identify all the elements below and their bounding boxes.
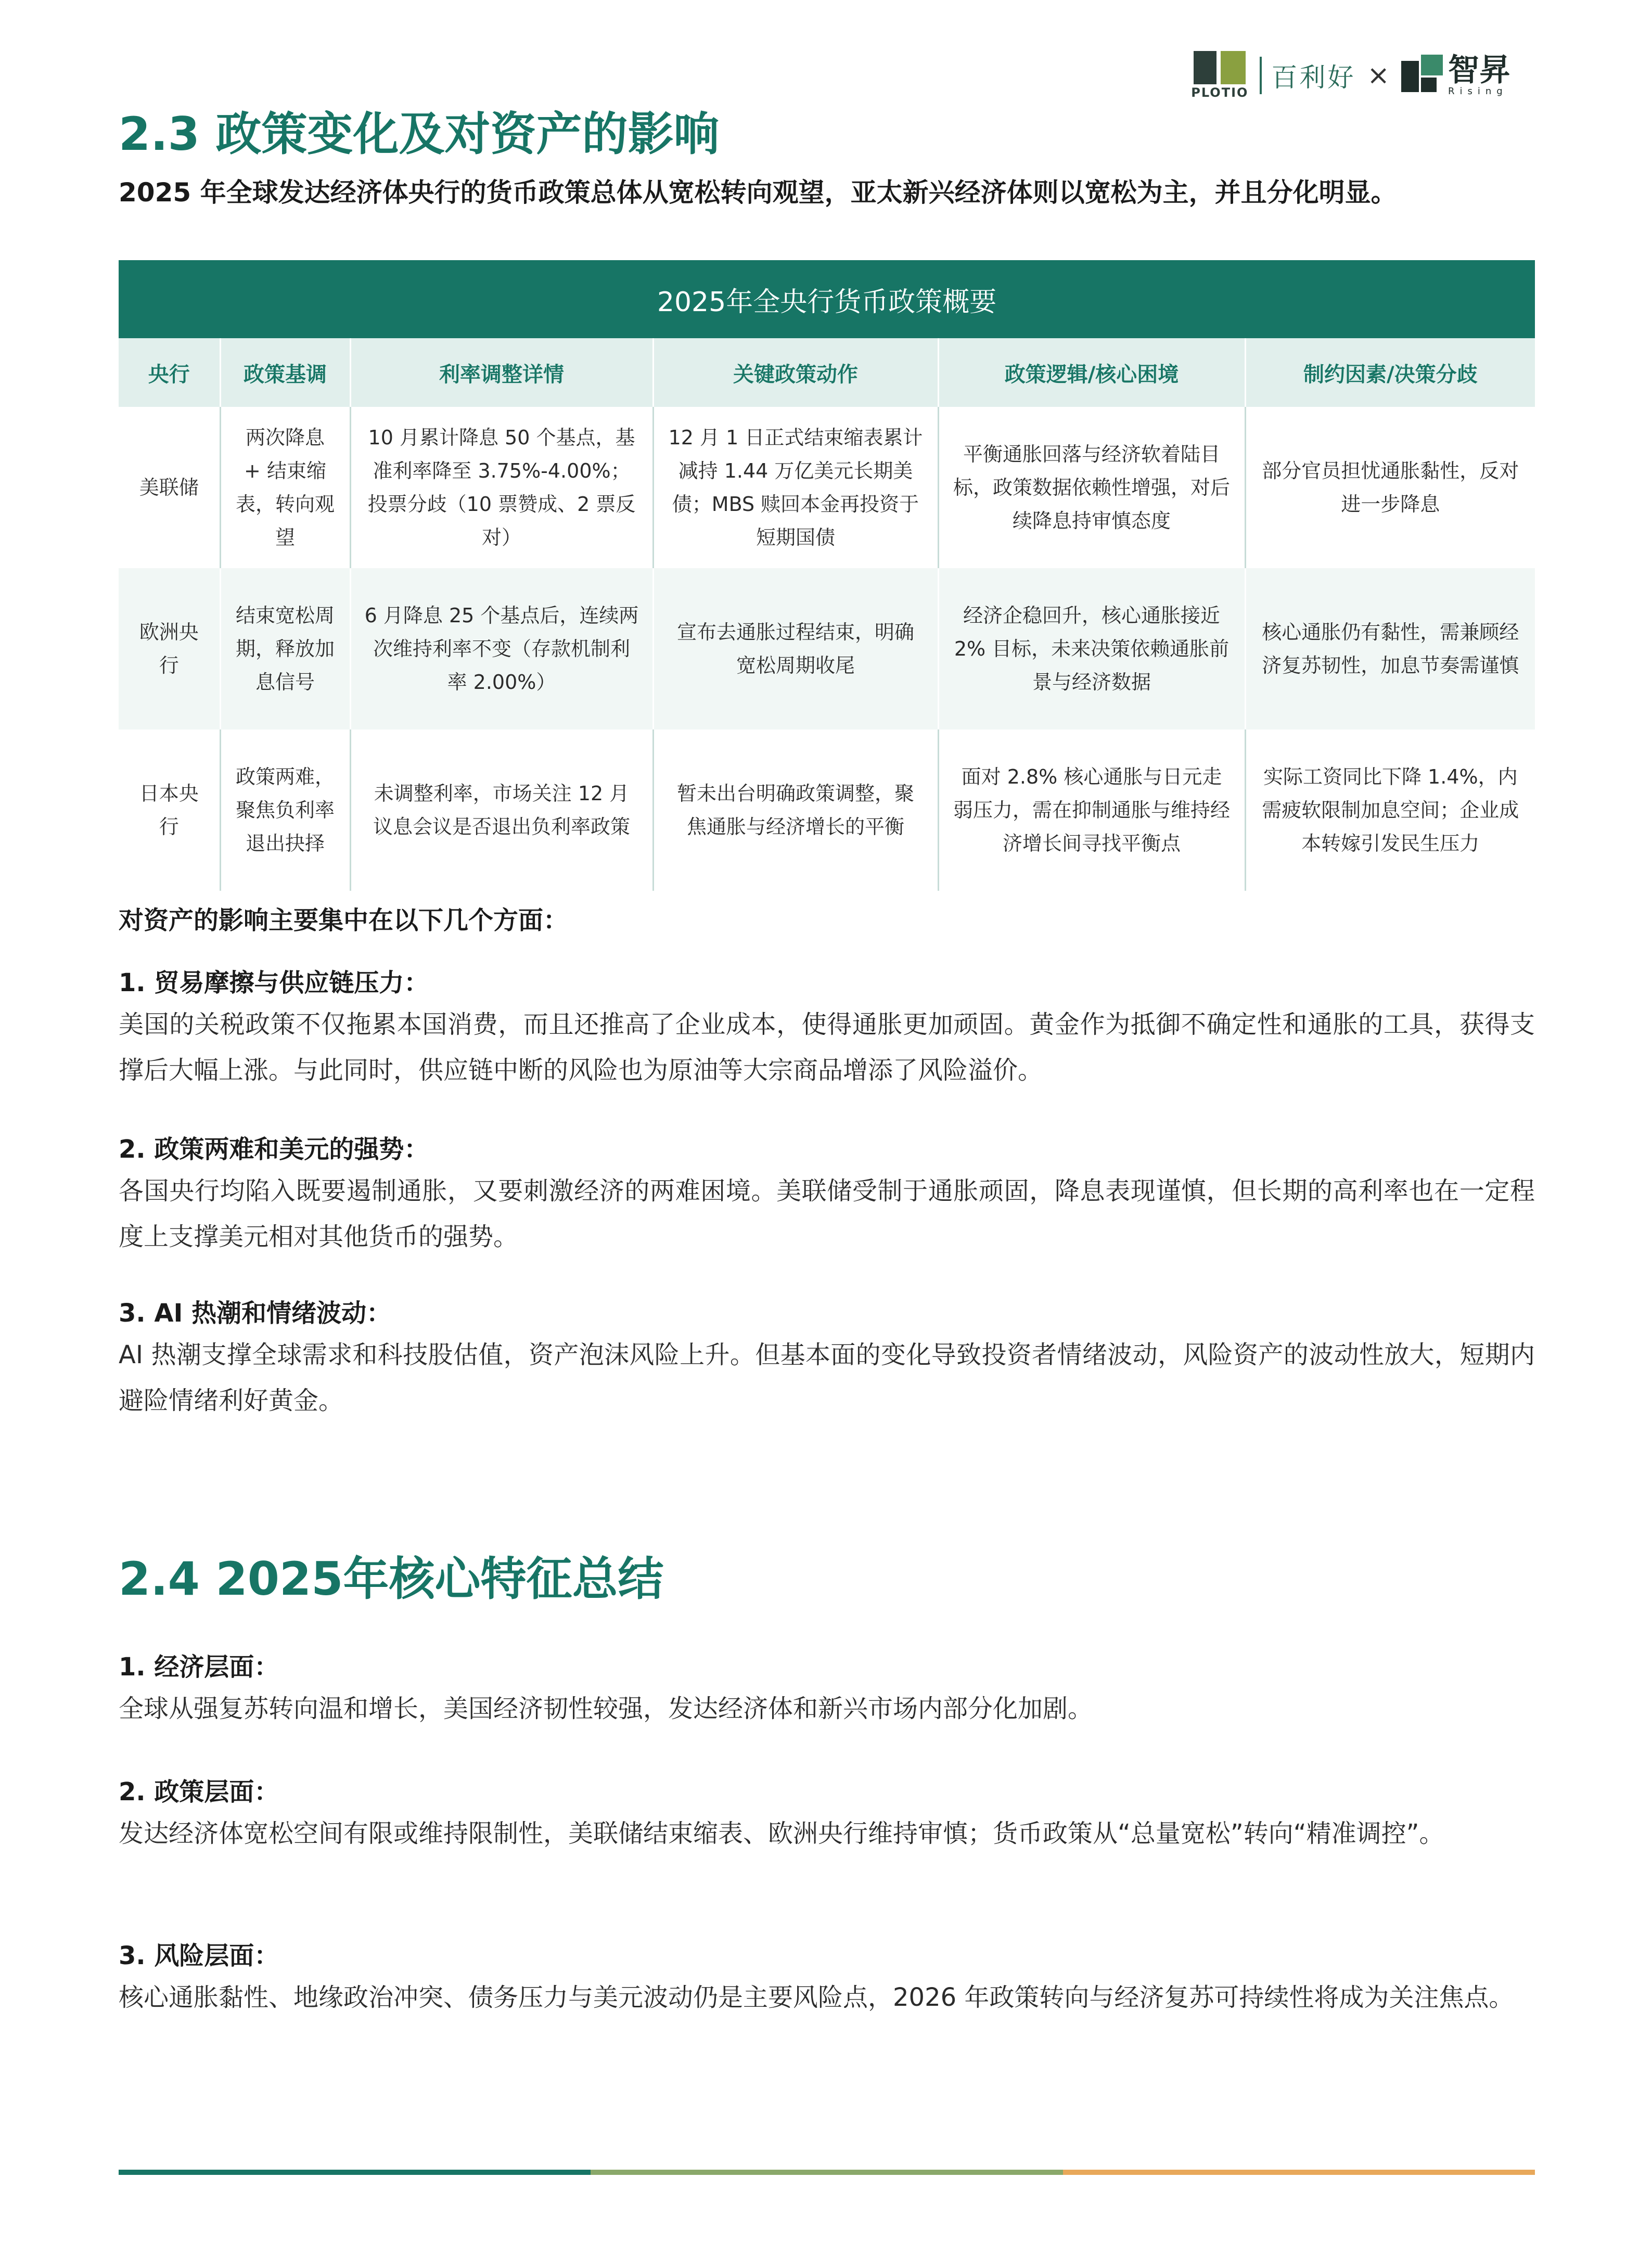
- impact-point-body: AI 热潮支撑全球需求和科技股估值，资产泡沫风险上升。但基本面的变化导致投资者情绪波动，风险资产的波动性放大，短期内避险情绪利好黄金。: [119, 1340, 1535, 1415]
- section-2-4-title: 2.4 2025年核心特征总结: [119, 1552, 664, 1606]
- table-cell: 两次降息 + 结束缩表，转向观望: [220, 407, 350, 568]
- impact-point-body: 美国的关税政策不仅拖累本国消费，而且还推高了企业成本，使得通胀更加顽固。黄金作为抵御不确定性和通胀的工具，获得支撑后大幅上涨。与此同时，供应链中断的风险也为原油等大宗商品增添了风险溢价。: [119, 1010, 1535, 1085]
- impact-point-title: 1. 贸易摩擦与供应链压力：: [119, 968, 429, 997]
- table-cell: 部分官员担忧通胀黏性，反对进一步降息: [1245, 407, 1535, 568]
- table-cell: 核心通胀仍有黏性，需兼顾经济复苏韧性，加息节奏需谨慎: [1245, 568, 1535, 729]
- section-2-3-lead: 2025 年全球发达经济体央行的货币政策总体从宽松转向观望，亚太新兴经济体则以宽松为主，并且分化明显。: [119, 177, 1397, 208]
- plotio-logo: [1191, 51, 1248, 100]
- table-header: 央行: [119, 338, 220, 407]
- impact-point-title: 2. 政策两难和美元的强势：: [119, 1135, 429, 1164]
- table-row: [119, 729, 1535, 891]
- table-header: 利率调整详情: [350, 338, 653, 407]
- table-cell: 面对 2.8% 核心通胀与日元走弱压力，需在抑制通胀与维持经济增长间寻找平衡点: [938, 729, 1245, 891]
- rising-cn-name: 智昇: [1448, 52, 1510, 88]
- table-caption: 2025年全央行货币政策概要: [119, 260, 1535, 338]
- impact-intro: 对资产的影响主要集中在以下几个方面：: [119, 906, 569, 935]
- table-cell: 6 月降息 25 个基点后，连续两次维持利率不变（存款机制利率 2.00%）: [350, 568, 653, 729]
- table-header: 制约因素/决策分歧: [1245, 338, 1535, 407]
- summary-point-body: 全球从强复苏转向温和增长，美国经济韧性较强，发达经济体和新兴市场内部分化加剧。: [119, 1694, 1093, 1723]
- table-cell: 欧洲央行: [119, 568, 220, 729]
- central-bank-policy-table: [119, 260, 1535, 891]
- rising-logo-mark: [1401, 55, 1443, 96]
- table-header: 关键政策动作: [653, 338, 938, 407]
- table-cell: 结束宽松周期，释放加息信号: [220, 568, 350, 729]
- table-cell: 未调整利率，市场关注 12 月议息会议是否退出负利率政策: [350, 729, 653, 891]
- brand-logos: [1191, 51, 1510, 100]
- table-cell: 实际工资同比下降 1.4%，内需疲软限制加息空间；企业成本转嫁引发民生压力: [1245, 729, 1535, 891]
- baili-brand-name: 百利好: [1260, 57, 1355, 94]
- impact-point-title: 3. AI 热潮和情绪波动：: [119, 1299, 392, 1328]
- plotio-wordmark: PLOTIO: [1191, 85, 1249, 100]
- table-row: [119, 407, 1535, 568]
- collab-times-icon: ×: [1367, 60, 1390, 91]
- rising-en-name: Rising: [1448, 85, 1508, 97]
- table-cell: 12 月 1 日正式结束缩表累计减持 1.44 万亿美元长期美债；MBS 赎回本金再投资于短期国债: [653, 407, 938, 568]
- impact-point-body: 各国央行均陷入既要遏制通胀，又要刺激经济的两难困境。美联储受制于通胀顽固，降息表现谨慎，但长期的高利率也在一定程度上支撑美元相对其他货币的强势。: [119, 1176, 1535, 1251]
- table-cell: 10 月累计降息 50 个基点，基准利率降至 3.75%-4.00%；投票分歧（10 票赞成、2 票反对）: [350, 407, 653, 568]
- table-row: [119, 568, 1535, 729]
- table-cell: 平衡通胀回落与经济软着陆目标，政策数据依赖性增强，对后续降息持审慎态度: [938, 407, 1245, 568]
- table-cell: 经济企稳回升，核心通胀接近 2% 目标，未来决策依赖通胀前景与经济数据: [938, 568, 1245, 729]
- summary-point-title: 1. 经济层面：: [119, 1652, 279, 1682]
- table-cell: 政策两难，聚焦负利率退出抉择: [220, 729, 350, 891]
- footer-divider: [119, 2170, 1535, 2175]
- table-cell: 宣布去通胀过程结束，明确宽松周期收尾: [653, 568, 938, 729]
- summary-point-title: 2. 政策层面：: [119, 1777, 279, 1807]
- plotio-logo-mark: [1194, 51, 1246, 84]
- table-header: 政策基调: [220, 338, 350, 407]
- summary-point-body: 核心通胀黏性、地缘政治冲突、债务压力与美元波动仍是主要风险点，2026 年政策转向与经济复苏可持续性将成为关注焦点。: [119, 1983, 1514, 2012]
- table-header: 政策逻辑/核心困境: [938, 338, 1245, 407]
- summary-point-body: 发达经济体宽松空间有限或维持限制性，美联储结束缩表、欧洲央行维持审慎；货币政策从“总量宽松”转向“精准调控”。: [119, 1819, 1444, 1848]
- section-2-3-title: 2.3 政策变化及对资产的影响: [119, 107, 720, 161]
- rising-logo: [1401, 52, 1510, 97]
- table-cell: 美联储: [119, 407, 220, 568]
- table-cell: 暂未出台明确政策调整，聚焦通胀与经济增长的平衡: [653, 729, 938, 891]
- table-cell: 日本央行: [119, 729, 220, 891]
- summary-point-title: 3. 风险层面：: [119, 1941, 279, 1970]
